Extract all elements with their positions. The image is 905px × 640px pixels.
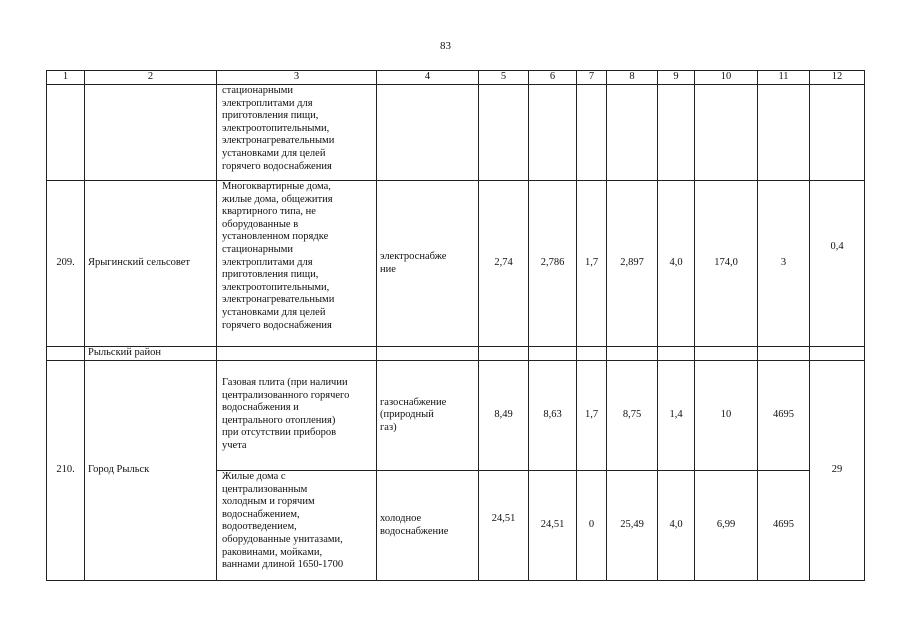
row-number: 209. (47, 181, 85, 347)
column-header: 3 (217, 71, 377, 85)
service-cell: газоснабжение (природный газ) (377, 361, 479, 471)
value-cell: 4,0 (658, 181, 695, 347)
column-header: 7 (577, 71, 607, 85)
value-cell: 1,7 (577, 181, 607, 347)
service-cell: электроснабже ние (377, 181, 479, 347)
column-header: 8 (607, 71, 658, 85)
column-header: 4 (377, 71, 479, 85)
description-cell: Жилые дома с централизованным холодным и горячим водоснабжением, водоотведением, оборудованные унитазами, раковинами, мойками, ваннами длиной 1650-1700 (217, 471, 377, 581)
column-header: 9 (658, 71, 695, 85)
value-cell: 174,0 (695, 181, 758, 347)
value-cell: 2,74 (479, 181, 529, 347)
district-name: Рыльский район (85, 347, 217, 361)
value-cell: 1,7 (577, 361, 607, 471)
value-cell: 1,4 (658, 361, 695, 471)
value-cell: 25,49 (607, 471, 658, 581)
value-cell: 3 (758, 181, 810, 347)
value-cell: 4695 (758, 361, 810, 471)
value-cell: 8,49 (479, 361, 529, 471)
description-cell: стационарными электроплитами для приготовления пищи, электроотопительными, электронагревательными установками для целей горячего водоснабжения (217, 85, 377, 181)
value-cell: 2,786 (529, 181, 577, 347)
value-cell: 4,0 (658, 471, 695, 581)
table-row-210-gas (47, 361, 865, 471)
value-cell: 4695 (758, 471, 810, 581)
locality-name: Город Рыльск (85, 361, 217, 581)
value-cell: 0,4 (810, 181, 865, 347)
table-row-209 (47, 181, 865, 347)
table-row-continued (47, 85, 865, 181)
tariff-table (46, 70, 865, 581)
row-number: 210. (47, 361, 85, 581)
column-header: 2 (85, 71, 217, 85)
column-header: 6 (529, 71, 577, 85)
service-cell: холодное водоснабжение (377, 471, 479, 581)
district-row (47, 347, 865, 361)
value-cell: 24,51 (529, 471, 577, 581)
column-header: 1 (47, 71, 85, 85)
column-header: 11 (758, 71, 810, 85)
value-cell: 0 (577, 471, 607, 581)
value-cell: 29 (810, 361, 865, 581)
value-cell: 2,897 (607, 181, 658, 347)
column-header: 5 (479, 71, 529, 85)
value-cell: 8,75 (607, 361, 658, 471)
description-cell: Многоквартирные дома, жилые дома, общежития квартирного типа, не оборудованные в установленном порядке стационарными электроплитами для приготовления пищи, электроотопительными, электронагревательными установками для целей горячего водоснабжения (217, 181, 377, 347)
value-cell: 6,99 (695, 471, 758, 581)
value-cell: 8,63 (529, 361, 577, 471)
column-header: 10 (695, 71, 758, 85)
locality-name: Ярыгинский сельсовет (85, 181, 217, 347)
column-numbers-row (47, 71, 865, 85)
column-header: 12 (810, 71, 865, 85)
page-number: 83 (440, 40, 451, 52)
value-cell: 10 (695, 361, 758, 471)
value-cell: 24,51 (479, 471, 529, 581)
description-cell: Газовая плита (при наличии централизованного горячего водоснабжения и центрального отопления) при отсутствии приборов учета (217, 361, 377, 471)
